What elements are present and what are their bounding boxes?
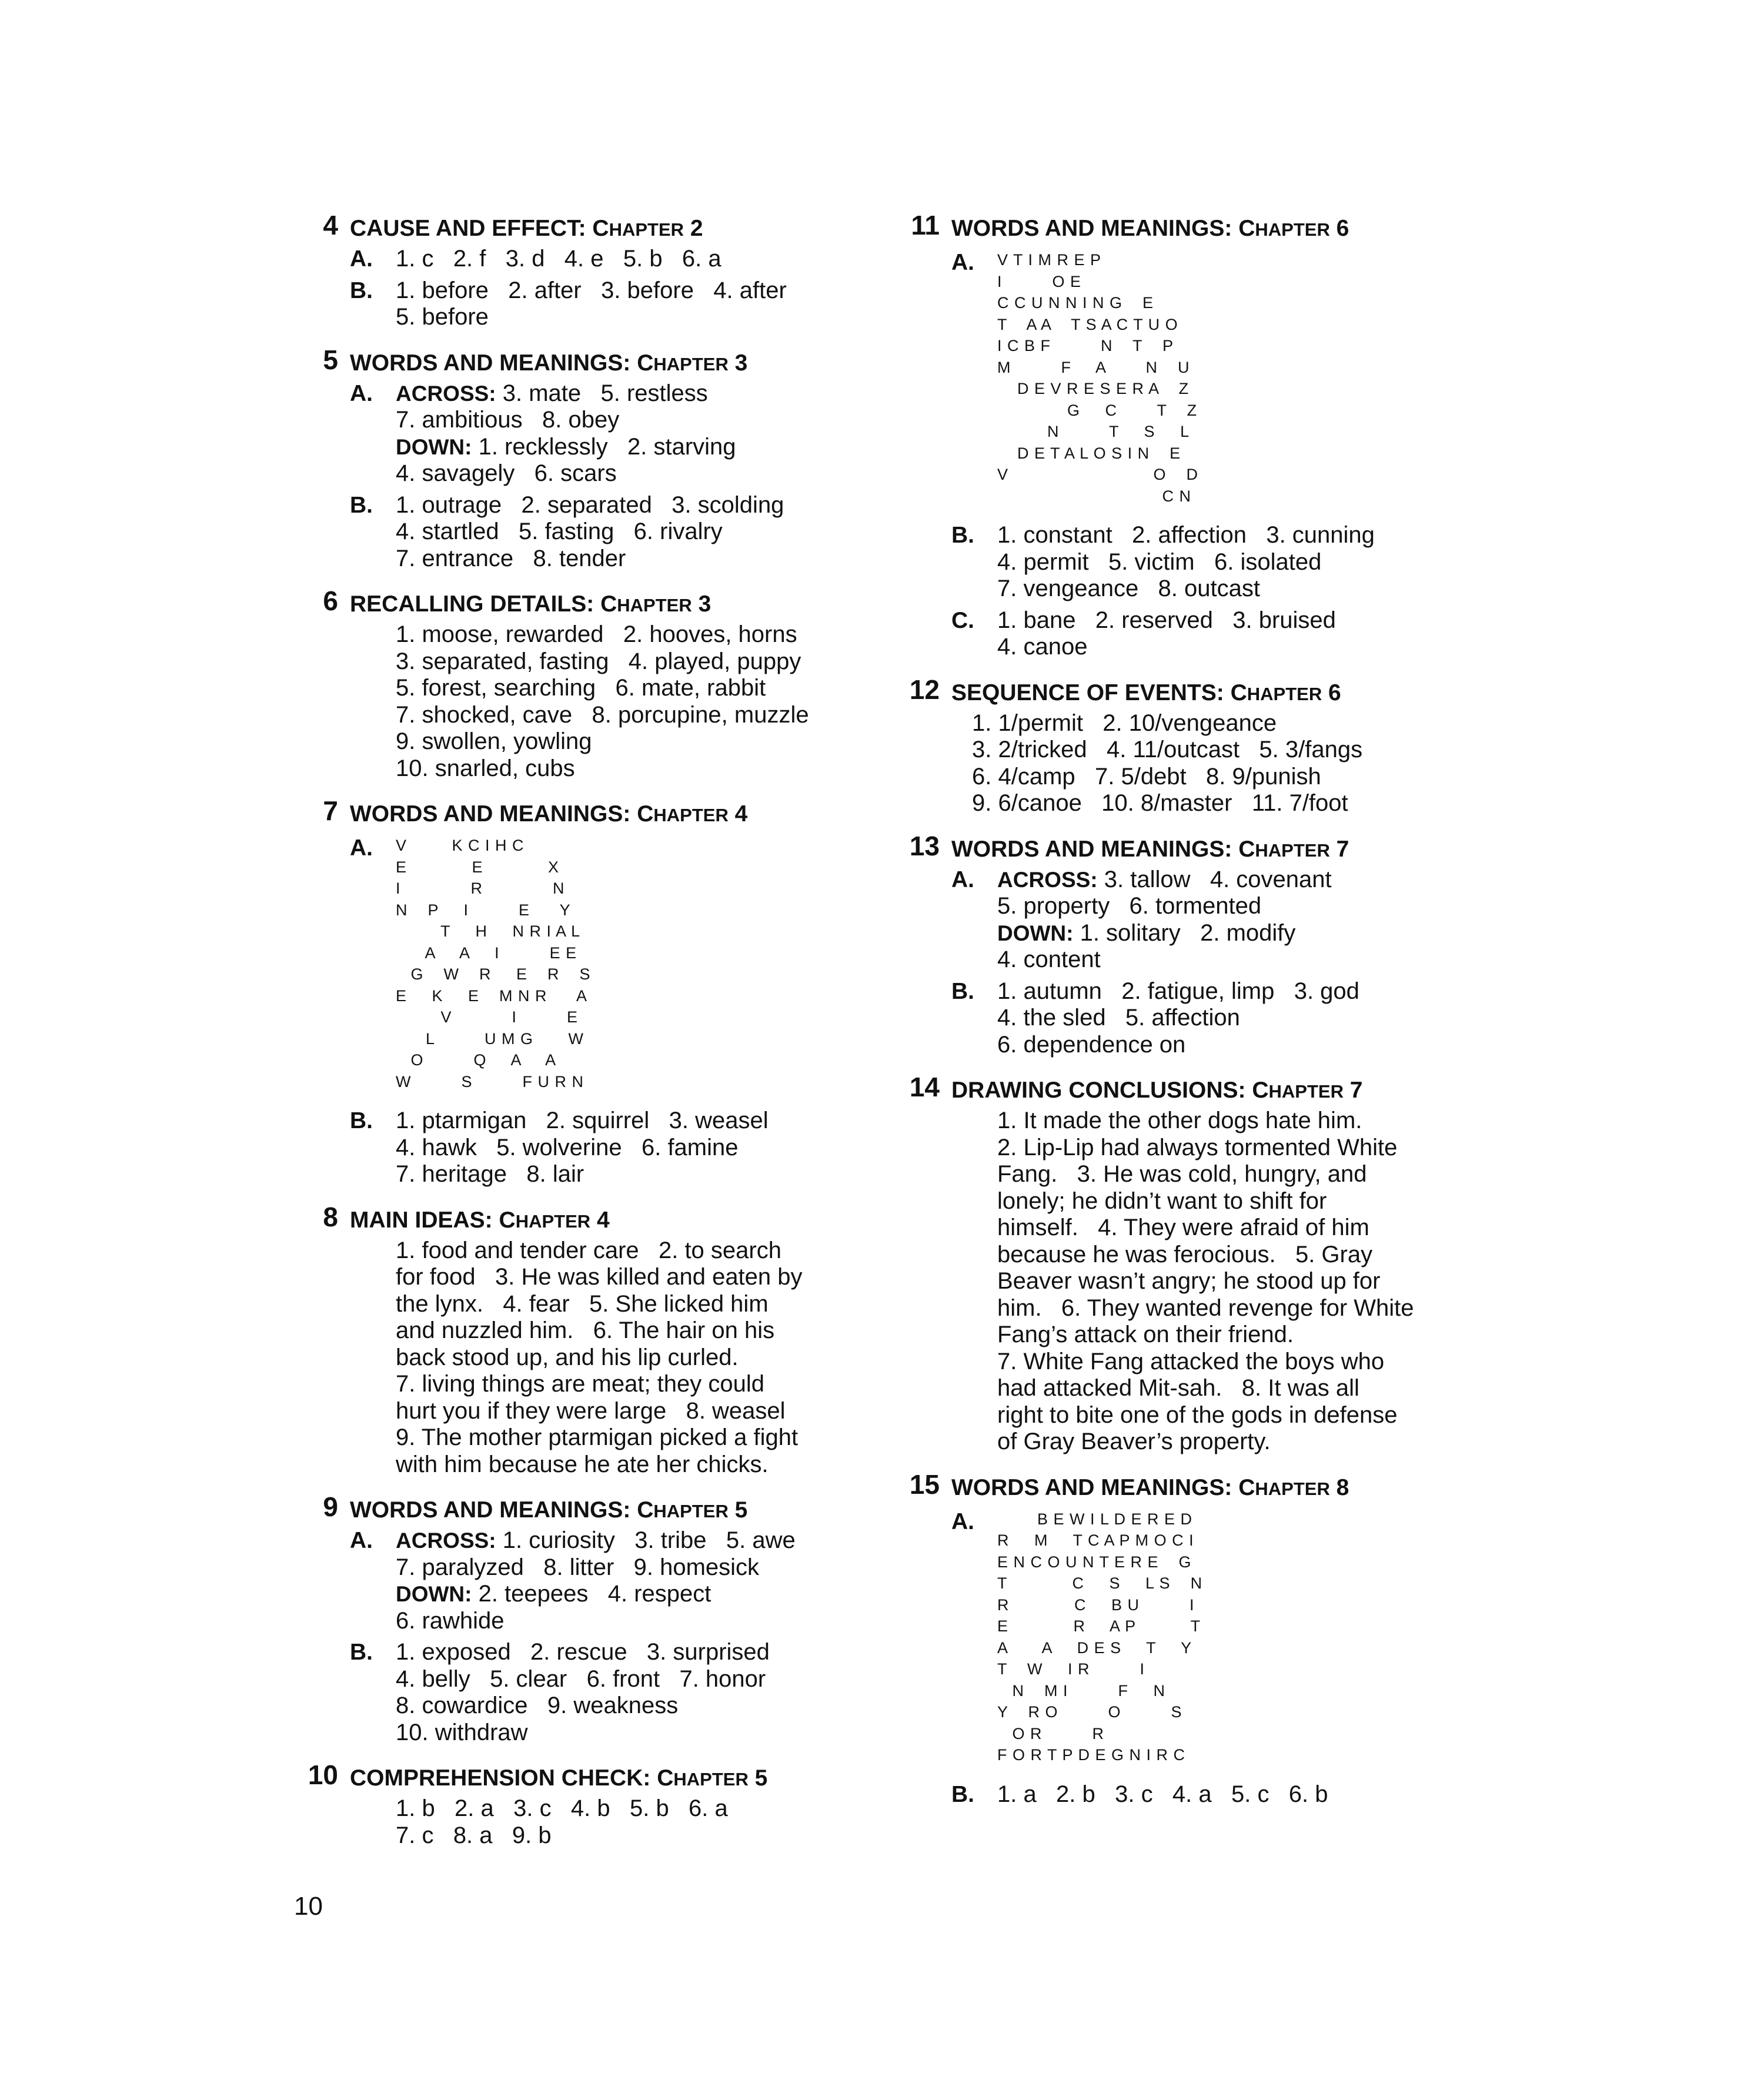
section-9	[315, 1493, 903, 1746]
right-column	[909, 210, 1504, 1823]
section-title: CAUSE AND EFFECT: CHAPTER 2	[350, 216, 703, 241]
section-header	[909, 1469, 1504, 1505]
section-title: SEQUENCE OF EVENTS: CHAPTER 6	[951, 680, 1341, 705]
page-number: 10	[294, 1892, 323, 1921]
section-body: 1. b 2. a 3. c 4. b 5. b 6. a 7. c 8. a 9. b	[396, 1795, 728, 1848]
part-b: B. 1. autumn 2. fatigue, limp 3. god 4. the sled 5. affection 6. dependence on	[951, 978, 1359, 1058]
section-title: WORDS AND MEANINGS: CHAPTER 6	[951, 216, 1349, 241]
section-header	[315, 346, 903, 380]
section-title: WORDS AND MEANINGS: CHAPTER 5	[350, 1497, 748, 1523]
part-b: B. 1. before 2. after 3. before 4. after 5. before	[350, 277, 787, 330]
section-number: 5	[323, 344, 338, 375]
section-title: WORDS AND MEANINGS: CHAPTER 8	[951, 1474, 1349, 1500]
section-15	[909, 1469, 1504, 1808]
part-b: B. 1. outrage 2. separated 3. scolding 4. startled 5. fasting 6. rivalry 7. entrance 8. tender	[350, 491, 784, 571]
section-header	[308, 1760, 903, 1795]
section-number: 11	[911, 210, 940, 240]
section-14	[909, 1072, 1504, 1456]
word-search-grid: V T I M R E P I O E C C U N N I N G E T A A T S A C T U O I C B F N T P M F A N U D E V R E S E R A Z G C T Z N T S L D E T A L O S I N E V O D C N	[997, 251, 1199, 505]
part-a: A. ACROSS: 1. curiosity 3. tribe 5. awe 7. paralyzed 8. litter 9. homesick DOWN: 2. teepees 4. respect 6. rawhide	[350, 1527, 796, 1634]
word-search-grid: B E W I L D E R E D R M T C A P M O C I E N C O U N T E R E G T C S L S N R C B U I E R A P T A A D E S T Y T W I R I N M I F N Y R O O S O R R F O R T P D E G N I R C	[997, 1510, 1203, 1764]
section-title: RECALLING DETAILS: CHAPTER 3	[350, 591, 711, 617]
section-4	[315, 212, 903, 331]
section-header	[315, 212, 903, 246]
section-number: 13	[909, 830, 940, 861]
section-body: 1. food and tender care 2. to search for food 3. He was killed and eaten by the lynx. 4. fear 5. She licked him and nuzzled him. 6. The hair on his back stood up, and his lip curled. 7. living things are meat; they could hurt you if they were large 8. weasel 9. The mother ptarmigan picked a fight with him because he ate her chicks.	[396, 1237, 803, 1477]
section-title: WORDS AND MEANINGS: CHAPTER 7	[951, 836, 1349, 862]
section-12	[909, 674, 1504, 817]
section-number: 6	[323, 586, 338, 616]
section-title: WORDS AND MEANINGS: CHAPTER 3	[350, 350, 748, 376]
section-body: 1. 1/permit 2. 10/vengeance 3. 2/tricked 4. 11/outcast 5. 3/fangs 6. 4/camp 7. 5/debt 8. 9/punish 9. 6/canoe 10. 8/master 11. 7/foot	[972, 710, 1363, 816]
section-header	[315, 1493, 903, 1527]
section-number: 9	[323, 1491, 338, 1522]
section-header	[909, 1072, 1504, 1108]
word-search-grid: V K C I H C E E X I R N N P I E Y T H N R I A L A A I E E G W R E R S E K E M N R A V I E L U M G W O Q A A W S F U R N	[396, 837, 591, 1091]
section-8	[315, 1203, 903, 1479]
section-number: 7	[323, 795, 338, 826]
part-a: A. V K C I H C E E X I R N N P I E Y T H N R I A L A A I E E G W R E R S E K E M N R A V I E L U M G W O Q A A W S F U R N	[315, 835, 903, 1092]
part-a: A. 1. c 2. f 3. d 4. e 5. b 6. a	[350, 246, 721, 272]
part-b: B. 1. exposed 2. rescue 3. surprised 4. belly 5. clear 6. front 7. honor 8. cowardice 9. weakness 10. withdraw	[350, 1639, 770, 1745]
section-number: 12	[909, 674, 940, 705]
part-a: A. ACROSS: 3. mate 5. restless 7. ambitious 8. obey DOWN: 1. recklessly 2. starving 4. savagely 6. scars	[350, 380, 736, 486]
section-title: COMPREHENSION CHECK: CHAPTER 5	[350, 1765, 768, 1791]
section-6	[315, 587, 903, 782]
part-b: B. 1. constant 2. affection 3. cunning 4. permit 5. victim 6. isolated 7. vengeance 8. outcast	[951, 522, 1375, 601]
section-number: 15	[909, 1469, 940, 1500]
section-number: 4	[323, 210, 338, 240]
section-10	[308, 1760, 903, 1849]
part-b: B. 1. a 2. b 3. c 4. a 5. c 6. b	[951, 1781, 1328, 1807]
section-13	[909, 830, 1504, 1059]
section-header	[909, 674, 1504, 710]
section-title: DRAWING CONCLUSIONS: CHAPTER 7	[951, 1078, 1363, 1103]
section-number: 10	[308, 1760, 338, 1790]
section-5	[315, 346, 903, 573]
part-a: A. V T I M R E P I O E C C U N N I N G E T A A T S A C T U O I C B F N T P M F A N U D E V R E S E R A Z G C T Z N T S L D E T A L O S I N E V O D C N	[916, 249, 1504, 507]
section-body: 1. moose, rewarded 2. hooves, horns 3. separated, fasting 4. played, puppy 5. forest, searching 6. mate, rabbit 7. shocked, cave 8. porcupine, muzzle 9. swollen, yowling 10. snarled, cubs	[396, 621, 809, 781]
section-header	[315, 587, 903, 621]
section-body: 1. It made the other dogs hate him. 2. Lip-Lip had always tormented White Fang. 3. He was cold, hungry, and lonely; he didn’t want to shift for himself. 4. They were afraid of him because he was ferocious. 5. Gray Beaver wasn’t angry; he stood up for him. 6. They wanted revenge for White Fang’s attack on their friend. 7. White Fang attacked the boys who had attacked Mit-sah. 8. It was all right to bite one of the gods in defense of Gray Beaver’s property.	[997, 1108, 1414, 1454]
section-title: WORDS AND MEANINGS: CHAPTER 4	[350, 801, 748, 827]
section-number: 8	[323, 1201, 338, 1232]
part-c: C. 1. bane 2. reserved 3. bruised 4. canoe	[951, 607, 1336, 660]
part-a: A. B E W I L D E R E D R M T C A P M O C I E N C O U N T E R E G T C S L S N R C B U I E R A P T A A D E S T Y T W I R I N M I F N Y R O O S O R R F O R T P D E G N I R C	[916, 1509, 1504, 1766]
section-header	[315, 797, 903, 831]
part-b: B. 1. ptarmigan 2. squirrel 3. weasel 4. hawk 5. wolverine 6. famine 7. heritage 8. lair	[350, 1108, 769, 1187]
section-header	[315, 1203, 903, 1238]
section-title: MAIN IDEAS: CHAPTER 4	[350, 1207, 610, 1233]
section-11	[911, 210, 1504, 661]
section-header	[909, 830, 1504, 867]
left-column	[308, 210, 903, 1864]
part-a: A. ACROSS: 3. tallow 4. covenant 5. property 6. tormented DOWN: 1. solitary 2. modify 4. content	[951, 866, 1332, 972]
section-header	[911, 210, 1504, 246]
section-7	[315, 797, 903, 1188]
section-number: 14	[909, 1072, 940, 1102]
